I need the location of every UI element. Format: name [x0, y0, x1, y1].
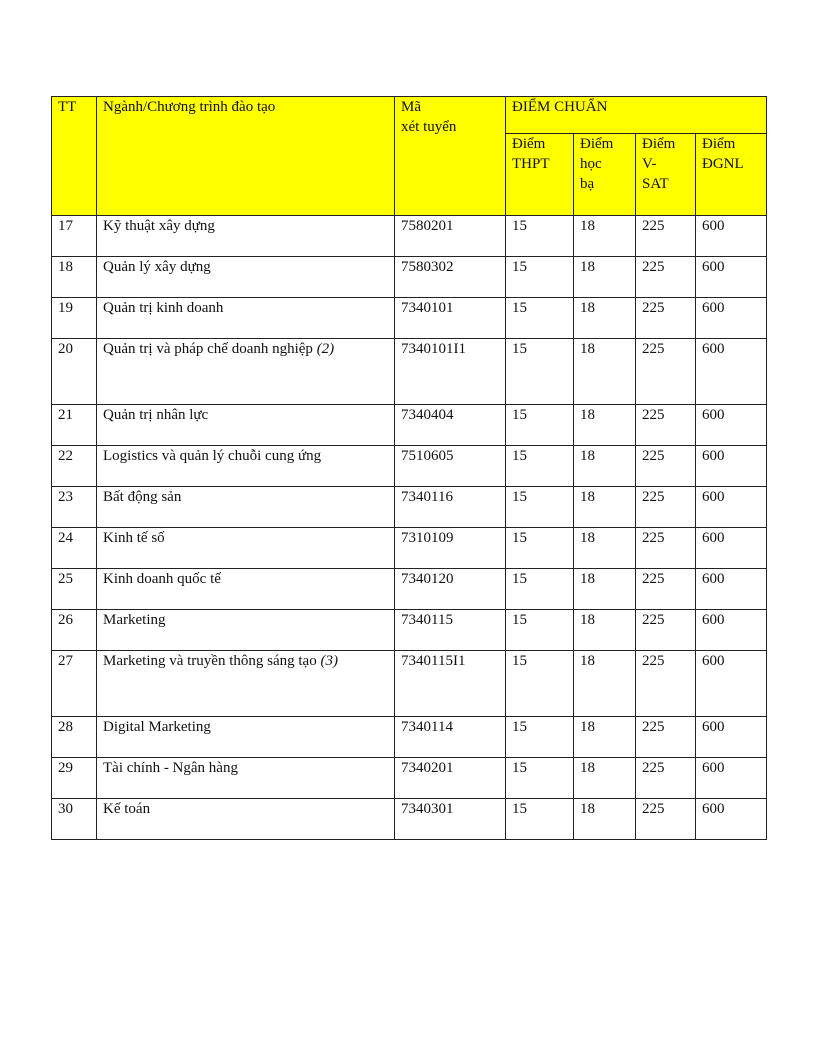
program-name [97, 758, 395, 799]
program-name [97, 405, 395, 446]
table-row [52, 717, 767, 758]
program-name [97, 339, 395, 405]
admission-code: 7340101 [395, 298, 506, 339]
admission-code: 7340115I1 [395, 651, 506, 717]
row-index: 19 [52, 298, 97, 339]
score-thpt: 15 [506, 651, 574, 717]
program-name [97, 216, 395, 257]
header-code-line1: Mã [401, 99, 421, 115]
row-index: 28 [52, 717, 97, 758]
table-row [52, 339, 767, 405]
program-name [97, 298, 395, 339]
program-name [97, 446, 395, 487]
row-index: 27 [52, 651, 97, 717]
row-index: 22 [52, 446, 97, 487]
header-vsat [636, 134, 696, 216]
score-thpt: 15 [506, 298, 574, 339]
score-dgnl: 600 [696, 651, 767, 717]
score-thpt: 15 [506, 257, 574, 298]
program-name-text: Kế toán [103, 801, 151, 817]
score-hocba: 18 [574, 339, 636, 405]
score-thpt: 15 [506, 758, 574, 799]
header-thpt-line1: Điểm [512, 136, 546, 152]
score-dgnl: 600 [696, 446, 767, 487]
program-name-text: Quản trị nhân lực [103, 407, 209, 423]
score-hocba: 18 [574, 216, 636, 257]
table-row [52, 651, 767, 717]
score-dgnl: 600 [696, 216, 767, 257]
score-thpt: 15 [506, 487, 574, 528]
row-index: 26 [52, 610, 97, 651]
admission-code: 7580201 [395, 216, 506, 257]
table-row [52, 446, 767, 487]
score-thpt: 15 [506, 339, 574, 405]
score-vsat: 225 [636, 487, 696, 528]
admission-code: 7340101I1 [395, 339, 506, 405]
admission-code: 7340201 [395, 758, 506, 799]
score-vsat: 225 [636, 569, 696, 610]
row-index: 23 [52, 487, 97, 528]
score-vsat: 225 [636, 257, 696, 298]
score-dgnl: 600 [696, 405, 767, 446]
header-vsat-line3: SAT [642, 176, 669, 192]
program-name-text: Kinh tế số [103, 530, 165, 546]
program-name-text: Digital Marketing [103, 719, 211, 735]
program-name-text: Logistics và quản lý chuỗi cung ứng [103, 448, 322, 464]
score-vsat: 225 [636, 298, 696, 339]
admission-score-table [51, 96, 767, 840]
score-dgnl: 600 [696, 298, 767, 339]
score-vsat: 225 [636, 405, 696, 446]
score-hocba: 18 [574, 758, 636, 799]
program-name [97, 717, 395, 758]
program-name-text: Quản trị kinh doanh [103, 300, 224, 316]
score-dgnl: 600 [696, 257, 767, 298]
table-row [52, 298, 767, 339]
row-index: 30 [52, 799, 97, 840]
admission-code: 7340404 [395, 405, 506, 446]
header-code [395, 97, 506, 216]
program-name-text: Quản trị và pháp chế doanh nghiệp [103, 341, 313, 357]
program-name-text: Kinh doanh quốc tế [103, 571, 221, 587]
score-vsat: 225 [636, 610, 696, 651]
score-dgnl: 600 [696, 528, 767, 569]
row-index: 17 [52, 216, 97, 257]
program-name [97, 487, 395, 528]
score-hocba: 18 [574, 651, 636, 717]
header-program: Ngành/Chương trình đào tạo [97, 97, 395, 216]
score-hocba: 18 [574, 610, 636, 651]
score-vsat: 225 [636, 717, 696, 758]
program-name-text: Kỹ thuật xây dựng [103, 218, 215, 234]
header-hocba [574, 134, 636, 216]
row-index: 29 [52, 758, 97, 799]
score-hocba: 18 [574, 569, 636, 610]
score-thpt: 15 [506, 569, 574, 610]
header-thpt [506, 134, 574, 216]
program-name [97, 569, 395, 610]
score-vsat: 225 [636, 799, 696, 840]
table-row [52, 569, 767, 610]
table-row [52, 799, 767, 840]
admission-code: 7340120 [395, 569, 506, 610]
header-thpt-line2: THPT [512, 156, 550, 172]
admission-code: 7340301 [395, 799, 506, 840]
row-index: 20 [52, 339, 97, 405]
score-vsat: 225 [636, 446, 696, 487]
table-header-row [52, 97, 767, 134]
table-row [52, 610, 767, 651]
admission-code: 7510605 [395, 446, 506, 487]
admission-code: 7340114 [395, 717, 506, 758]
row-index: 21 [52, 405, 97, 446]
program-name [97, 610, 395, 651]
score-dgnl: 600 [696, 758, 767, 799]
header-dgnl [696, 134, 767, 216]
score-thpt: 15 [506, 216, 574, 257]
score-hocba: 18 [574, 405, 636, 446]
table-body [52, 216, 767, 840]
table-row [52, 216, 767, 257]
table-row [52, 528, 767, 569]
score-hocba: 18 [574, 257, 636, 298]
score-thpt: 15 [506, 799, 574, 840]
score-vsat: 225 [636, 216, 696, 257]
admission-code: 7580302 [395, 257, 506, 298]
score-thpt: 15 [506, 717, 574, 758]
program-name-text: Marketing [103, 612, 166, 628]
table-row [52, 257, 767, 298]
row-index: 18 [52, 257, 97, 298]
score-hocba: 18 [574, 717, 636, 758]
program-note: (3) [320, 653, 338, 669]
score-dgnl: 600 [696, 610, 767, 651]
program-name-text: Tài chính - Ngân hàng [103, 760, 238, 776]
header-hocba-line2: học [580, 156, 602, 172]
score-vsat: 225 [636, 651, 696, 717]
program-name-text: Quản lý xây dựng [103, 259, 211, 275]
admission-code: 7340116 [395, 487, 506, 528]
score-hocba: 18 [574, 528, 636, 569]
score-thpt: 15 [506, 610, 574, 651]
header-hocba-line1: Điểm [580, 136, 614, 152]
score-hocba: 18 [574, 298, 636, 339]
score-dgnl: 600 [696, 717, 767, 758]
score-dgnl: 600 [696, 339, 767, 405]
header-dgnl-line2: ĐGNL [702, 156, 744, 172]
row-index: 25 [52, 569, 97, 610]
score-dgnl: 600 [696, 487, 767, 528]
header-hocba-line3: bạ [580, 176, 595, 192]
program-name-text: Marketing và truyền thông sáng tạo [103, 653, 317, 669]
program-name [97, 651, 395, 717]
header-vsat-line1: Điểm [642, 136, 676, 152]
header-vsat-line2: V- [642, 156, 657, 172]
program-name [97, 257, 395, 298]
table-row [52, 405, 767, 446]
score-dgnl: 600 [696, 799, 767, 840]
row-index: 24 [52, 528, 97, 569]
score-vsat: 225 [636, 758, 696, 799]
score-thpt: 15 [506, 446, 574, 487]
header-tt: TT [52, 97, 97, 216]
admission-code: 7310109 [395, 528, 506, 569]
header-code-line2: xét tuyển [401, 119, 457, 135]
table-row [52, 758, 767, 799]
score-thpt: 15 [506, 528, 574, 569]
header-dgnl-line1: Điểm [702, 136, 736, 152]
program-name [97, 528, 395, 569]
admission-code: 7340115 [395, 610, 506, 651]
program-name [97, 799, 395, 840]
score-hocba: 18 [574, 446, 636, 487]
score-vsat: 225 [636, 528, 696, 569]
program-note: (2) [316, 341, 335, 357]
score-dgnl: 600 [696, 569, 767, 610]
header-score-group: ĐIỂM CHUẨN [506, 97, 767, 134]
score-hocba: 18 [574, 487, 636, 528]
score-hocba: 18 [574, 799, 636, 840]
score-vsat: 225 [636, 339, 696, 405]
score-thpt: 15 [506, 405, 574, 446]
program-name-text: Bất động sản [103, 489, 182, 505]
table-row [52, 487, 767, 528]
